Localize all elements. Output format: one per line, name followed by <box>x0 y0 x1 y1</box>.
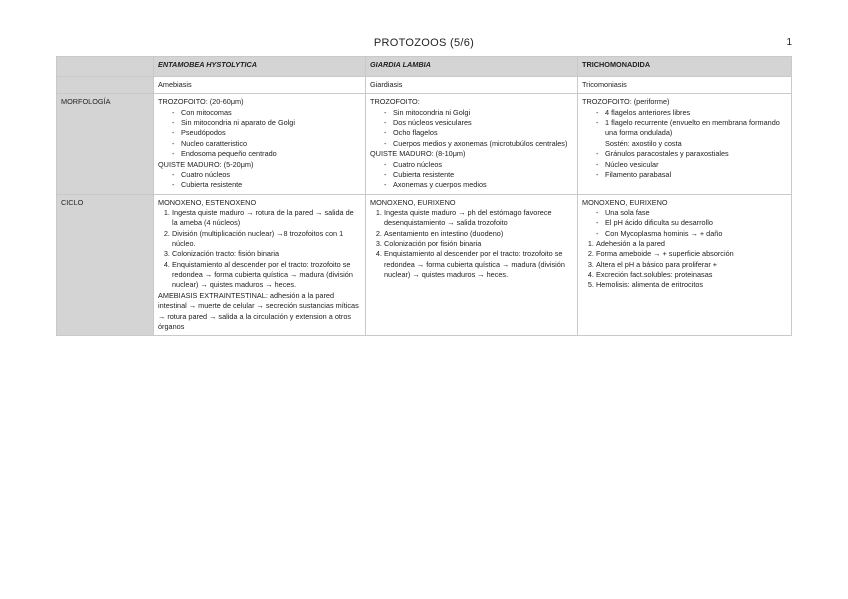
list-item: 2. División (multiplicación nuclear) →8 trozofoitos con 1 núcleo. <box>172 229 361 250</box>
morphology-entamoeba <box>154 94 366 194</box>
protozoa-table <box>56 56 792 336</box>
cycle-steps <box>582 239 787 291</box>
list-item: - Gránulos paracostales y paraxostiales <box>596 149 787 159</box>
trophozoite-list <box>158 108 361 160</box>
list-item: - Ocho flagelos <box>384 128 573 138</box>
list-item: 2. Forma ameboide → + superficie absorción <box>596 249 787 259</box>
list-item: 4. Enquistamiento al descender por el tracto: trozofoito se redondea → forma cubierta quística → madura (división nuclear) → quistes maduros → heces. <box>172 260 361 291</box>
disease-trichomonas: Tricomoniasis <box>578 77 792 94</box>
cycle-label: CICLO <box>57 194 154 336</box>
list-item: - Sin mitocondria ni Golgi <box>384 108 573 118</box>
cycle-trichomonas <box>578 194 792 336</box>
list-item: - Dos núcleos vesiculares <box>384 118 573 128</box>
list-item: - Pseudópodos <box>172 128 361 138</box>
page-number: 1 <box>786 37 792 48</box>
list-item: - Con Mycoplasma hominis → + daño <box>596 229 787 239</box>
cycle-giardia <box>366 194 578 336</box>
list-item: 1. Ingesta quiste maduro → ph del estómago favorece desenquistamiento → salida trozofoito <box>384 208 573 229</box>
cyst-heading: QUISTE MADURO: (8-10μm) <box>370 149 466 159</box>
list-item: - Endosoma pequeño centrado <box>172 149 361 159</box>
list-item: - Filamento parabasal <box>596 170 787 180</box>
header-trichomonadida: TRICHOMONADIDA <box>578 57 792 77</box>
list-item: - Una sola fase <box>596 208 787 218</box>
list-item: - Axonemas y cuerpos medios <box>384 180 573 190</box>
list-item: 4. Enquistamiento al descender por el tracto: trozofoito se redondea → forma cubierta quística → madura (división nuclear) → quistes maduros → heces. <box>384 249 573 280</box>
list-item: - Con mitocomas <box>172 108 361 118</box>
morphology-giardia <box>366 94 578 194</box>
list-item: 5. Hemolisis: alimenta de eritrocitos <box>596 280 787 290</box>
host-type: MONOXENO, EURIXENO <box>582 197 668 207</box>
support-note: Sostén: axostilo y costa <box>605 138 682 148</box>
morphology-label: MORFOLOGÍA <box>57 94 154 194</box>
disease-giardia: Giardiasis <box>366 77 578 94</box>
host-type: MONOXENO, ESTENOXENO <box>158 197 257 207</box>
trophozoite-list <box>582 108 787 139</box>
list-item: - Nucleo caratteristico <box>172 139 361 149</box>
list-item: - Cubierta resistente <box>172 180 361 190</box>
list-item: - Cuatro núcleos <box>384 160 573 170</box>
page-title: PROTOZOOS (5/6) <box>373 37 475 49</box>
cycle-steps <box>158 208 361 291</box>
list-item: 4. Excreción fact.solubles: proteinasas <box>596 270 787 280</box>
list-item: - El pH ácido dificulta su desarrollo <box>596 218 787 228</box>
list-item: 2. Asentamiento en intestino (duodeno) <box>384 229 573 239</box>
cycle-notes <box>582 208 787 239</box>
cyst-list <box>370 160 573 191</box>
cycle-entamoeba <box>154 194 366 336</box>
morphology-trichomonas <box>578 94 792 194</box>
list-item: 3. Colonización tracto: fisión binaria <box>172 249 361 259</box>
list-item: - Núcleo vesicular <box>596 160 787 170</box>
list-item: 1. Ingesta quiste maduro → rotura de la pared → salida de la ameba (4 núcleos) <box>172 208 361 229</box>
list-item: - Sin mitocondria ni aparato de Golgi <box>172 118 361 128</box>
cyst-list <box>158 170 361 191</box>
cyst-heading: QUISTE MADURO: (5-20μm) <box>158 159 254 169</box>
header-entamoeba: ENTAMOBEA HYSTOLYTICA <box>154 57 366 77</box>
header-giardia: GIARDIA LAMBIA <box>366 57 578 77</box>
disease-row <box>57 77 792 94</box>
list-item: - Cuerpos medios y axonemas (microtubúlos centrales) <box>384 139 573 149</box>
list-item: - Cubierta resistente <box>384 170 573 180</box>
list-item: 3. Colonización por fisión binaria <box>384 239 573 249</box>
trophozoite-heading: TROZOFOITO: (20-60μm) <box>158 97 244 107</box>
list-item: - 1 flagelo recurrente (envuelto en membrana formando una forma ondulada) <box>596 118 787 139</box>
disease-entamoeba: Amebiasis <box>154 77 366 94</box>
trophozoite-list <box>370 108 573 149</box>
cycle-steps <box>370 208 573 281</box>
list-item: 3. Altera el pH a básico para proliferar + <box>596 260 787 270</box>
list-item: 1. Adehesión a la pared <box>596 239 787 249</box>
trophozoite-list-2 <box>582 149 787 180</box>
extraintestinal-note: AMEBIASIS EXTRAINTESTINAL: adhesión a la pared intestinal → muerte de celular → secreción sustancias míticas → rotura pared → salida a la circulación y extension a otros órganos <box>158 290 359 331</box>
header-empty-cell <box>57 57 154 77</box>
disease-row-label <box>57 77 154 94</box>
trophozoite-heading: TROZOFOITO: <box>370 97 420 107</box>
trophozoite-heading: TROZOFOITO: (periforme) <box>582 97 670 107</box>
table-header-row <box>57 57 792 77</box>
host-type: MONOXENO, EURIXENO <box>370 197 456 207</box>
list-item: - Cuatro núcleos <box>172 170 361 180</box>
cycle-row <box>57 194 792 336</box>
list-item: - 4 flagelos anteriores libres <box>596 108 787 118</box>
morphology-row <box>57 94 792 194</box>
